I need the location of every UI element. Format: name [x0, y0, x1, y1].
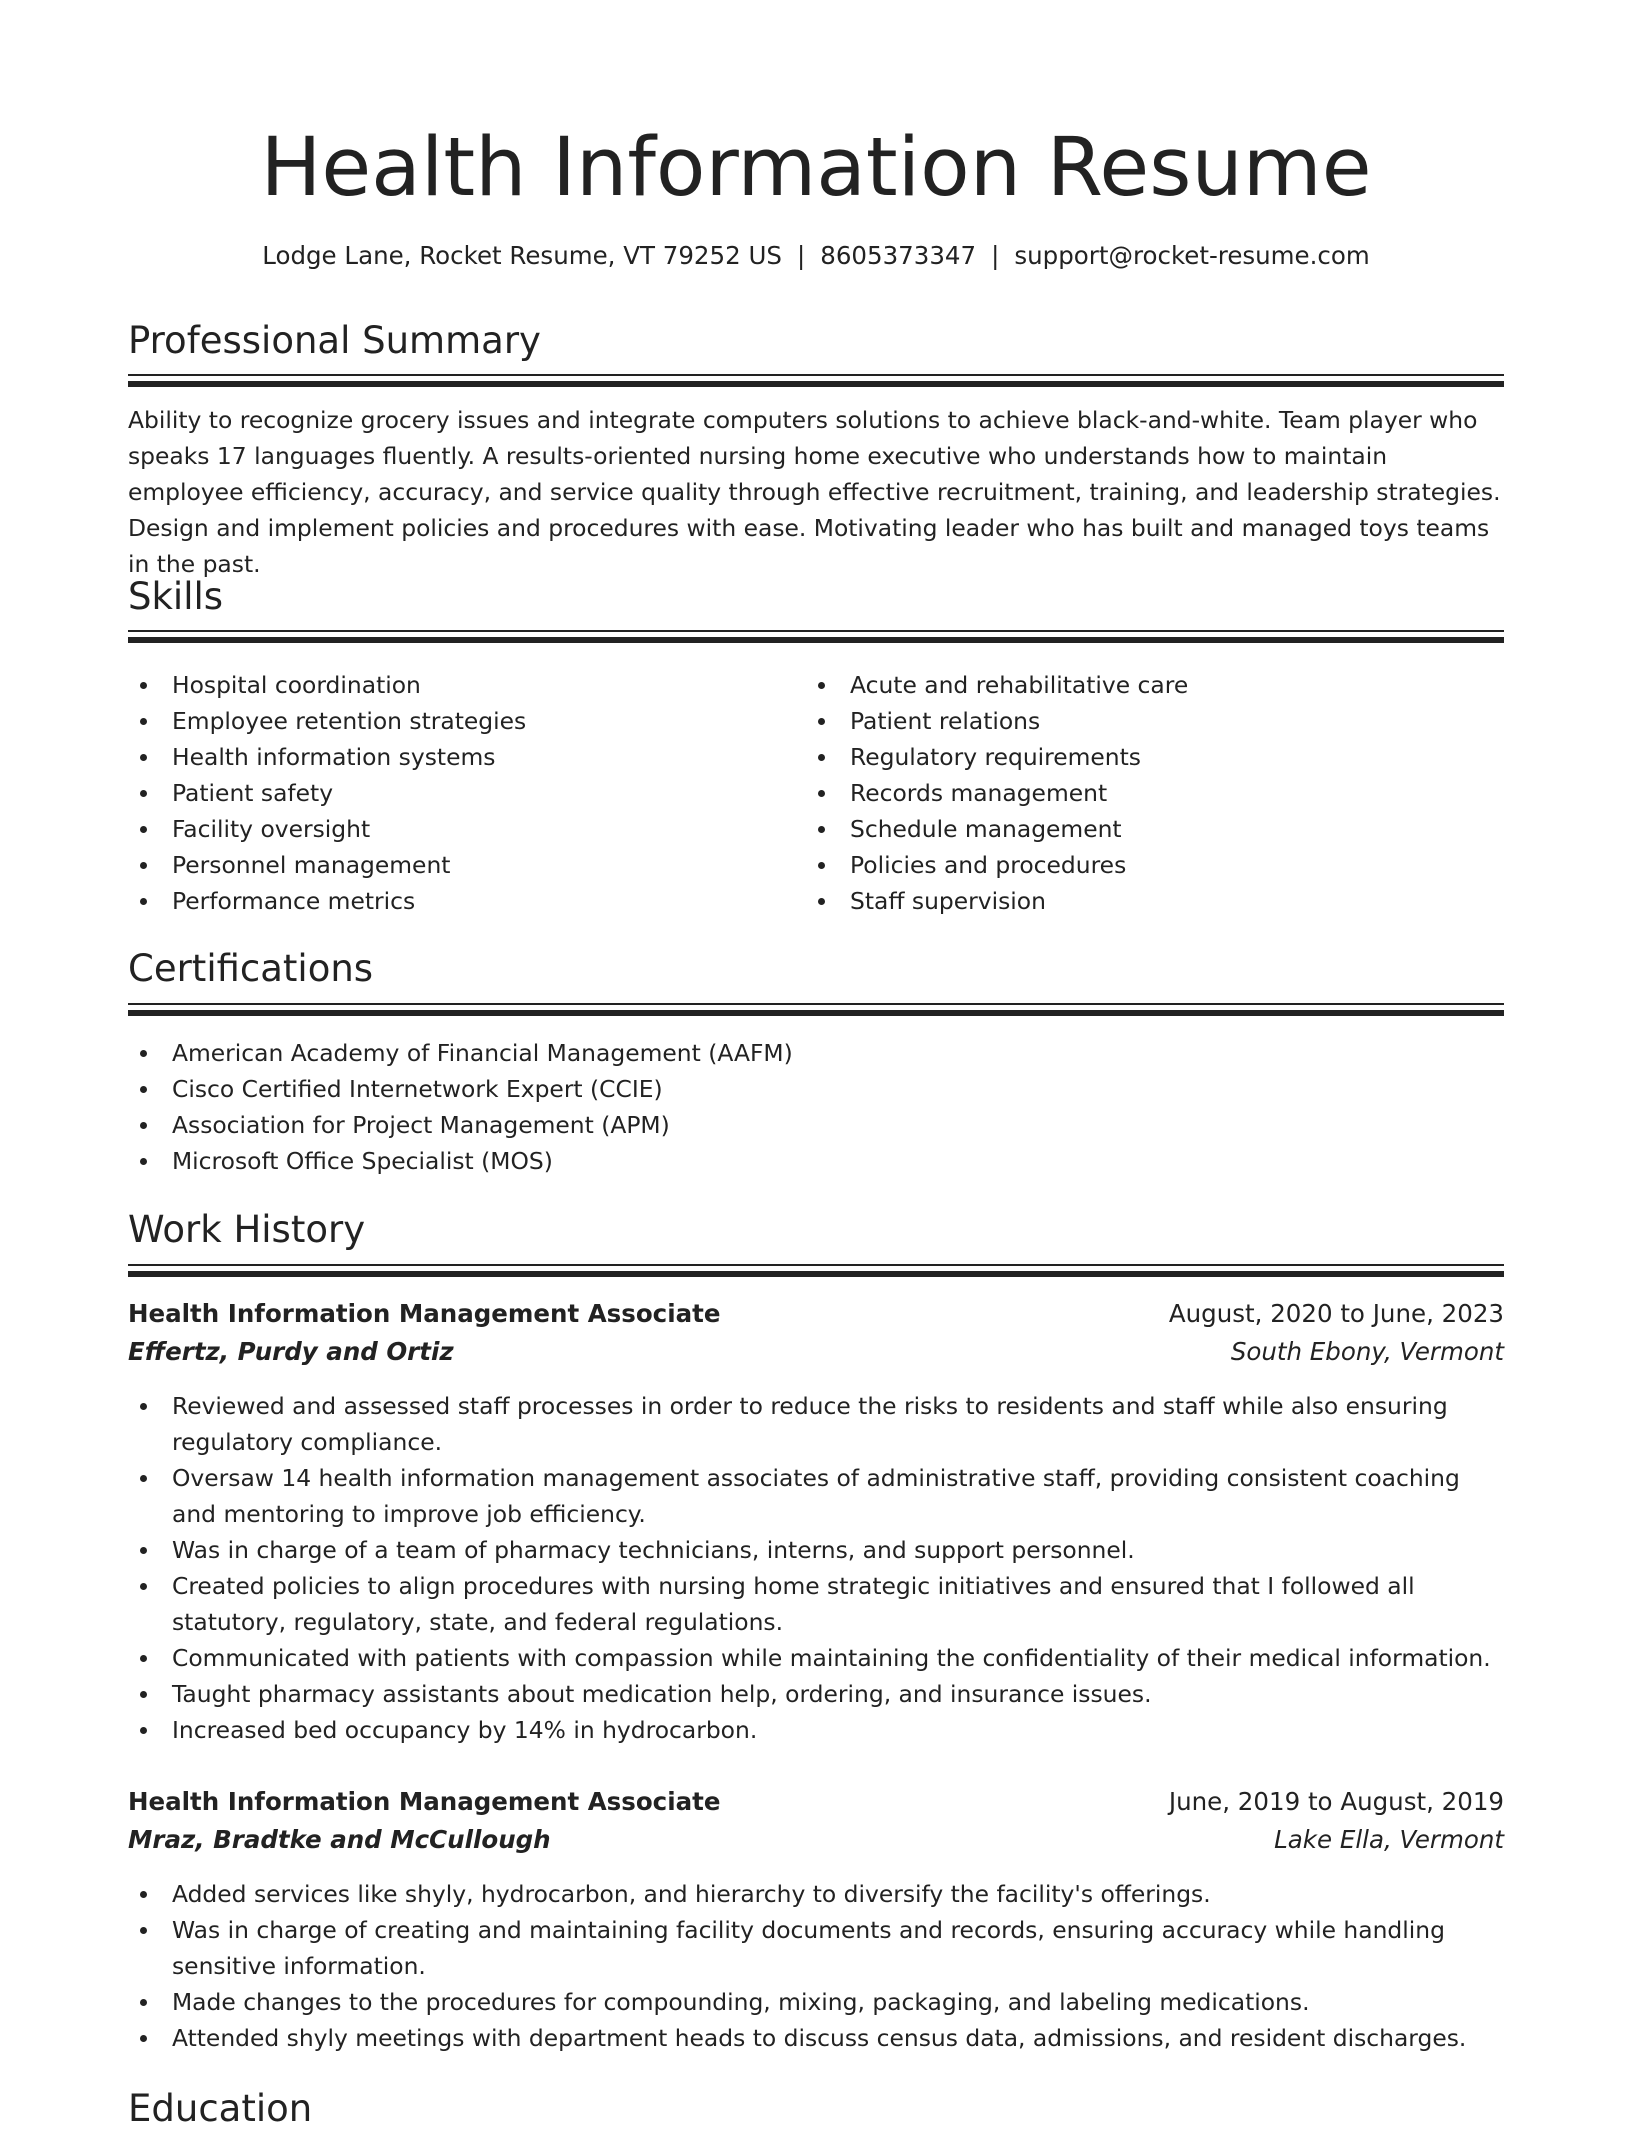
contact-separator: |	[796, 241, 806, 270]
job-dates: June, 2019 to August, 2019	[1168, 1787, 1504, 1816]
skill-item: Employee retention strategies	[128, 703, 798, 739]
job-bullet: Made changes to the procedures for compounding, mixing, packaging, and labeling medications.	[128, 1984, 1504, 2020]
certification-item: Microsoft Office Specialist (MOS)	[128, 1143, 1504, 1179]
contact-address: Lodge Lane, Rocket Resume, VT 79252 US	[262, 241, 782, 270]
section-header-certifications	[128, 944, 1504, 994]
resume-title: Health Information Resume	[260, 121, 1372, 215]
job-company: Mraz, Bradtke and McCullough	[128, 1825, 551, 1854]
job-header-row	[128, 1783, 1504, 1821]
section-divider-thin	[128, 1003, 1504, 1005]
section-header-education	[128, 2084, 1504, 2134]
job-bullet: Added services like shyly, hydrocarbon, and hierarchy to diversify the facility's offerings.	[128, 1876, 1504, 1912]
skill-item: Health information systems	[128, 739, 798, 775]
section-divider-thick	[128, 1010, 1504, 1016]
job-title: Health Information Management Associate	[128, 1299, 721, 1328]
section-divider-thin	[128, 374, 1504, 376]
job-bullet: Attended shyly meetings with department heads to discuss census data, admissions, and resident discharges.	[128, 2020, 1504, 2056]
section-divider-thin	[128, 1264, 1504, 1266]
job-bullet: Was in charge of a team of pharmacy technicians, interns, and support personnel.	[128, 1532, 1504, 1568]
job-company-row	[128, 1821, 1504, 1859]
contact-separator: |	[991, 241, 1000, 270]
job-bullet: Taught pharmacy assistants about medication help, ordering, and insurance issues.	[128, 1676, 1504, 1712]
skill-item: Schedule management	[806, 811, 1504, 847]
skill-item: Regulatory requirements	[806, 739, 1504, 775]
skill-item: Facility oversight	[128, 811, 798, 847]
section-divider-thick	[128, 1271, 1504, 1277]
section-divider-thin	[128, 630, 1504, 632]
job-bullet: Created policies to align procedures with nursing home strategic initiatives and ensured that I followed all statutory, regulatory, state, and federal regulations.	[128, 1568, 1504, 1640]
section-header-work-history	[128, 1205, 1504, 1255]
skill-item: Patient safety	[128, 775, 798, 811]
skills-list-left	[128, 667, 798, 919]
job-company-row	[128, 1333, 1504, 1371]
section-divider-thick	[128, 637, 1504, 643]
contact-phone: 8605373347	[820, 241, 977, 270]
skill-item: Hospital coordination	[128, 667, 798, 703]
skill-item: Personnel management	[128, 847, 798, 883]
skill-item: Patient relations	[806, 703, 1504, 739]
certification-item: Association for Project Management (APM)	[128, 1107, 1504, 1143]
job-dates: August, 2020 to June, 2023	[1168, 1299, 1504, 1328]
summary-text: Ability to recognize grocery issues and integrate computers solutions to achieve black-and-white. Team player who speaks 17 languages fluently. A results-oriented nursing home executive who understands how to maintain employee efficiency, accuracy, and service quality through effective recruitment, training, and leadership strategies. Design and implement policies and procedures with ease. Motivating leader who has built and managed toys teams in the past.	[128, 406, 1501, 578]
job-bullet-list	[128, 1388, 1504, 1748]
skills-list-right	[806, 667, 1504, 919]
job-header-row	[128, 1295, 1504, 1333]
certification-item: American Academy of Financial Management (AAFM)	[128, 1035, 1504, 1071]
section-title-summary: Professional Summary	[128, 319, 541, 362]
section-title-education: Education	[128, 2087, 313, 2130]
section-title-skills: Skills	[128, 575, 224, 618]
job-location: South Ebony, Vermont	[1230, 1337, 1504, 1366]
skill-item: Policies and procedures	[806, 847, 1504, 883]
section-header-summary	[128, 316, 1504, 366]
job-bullet-list	[128, 1876, 1504, 2056]
job-bullet: Increased bed occupancy by 14% in hydrocarbon.	[128, 1712, 1504, 1748]
section-header-skills	[128, 572, 1504, 622]
skill-item: Records management	[806, 775, 1504, 811]
job-location: Lake Ella, Vermont	[1274, 1825, 1504, 1854]
certifications-list	[128, 1035, 1504, 1179]
job-bullet: Was in charge of creating and maintaining facility documents and records, ensuring accuracy while handling sensitive information.	[128, 1912, 1504, 1984]
section-title-certifications: Certifications	[128, 947, 374, 990]
job-company: Effertz, Purdy and Ortiz	[128, 1337, 454, 1366]
job-title: Health Information Management Associate	[128, 1787, 721, 1816]
contact-email: support@rocket-resume.com	[1014, 241, 1370, 270]
contact-line	[128, 236, 1504, 276]
skill-item: Acute and rehabilitative care	[806, 667, 1504, 703]
section-title-work-history: Work History	[128, 1208, 366, 1251]
job-bullet: Communicated with patients with compassion while maintaining the confidentiality of their medical information.	[128, 1640, 1504, 1676]
skill-item: Performance metrics	[128, 883, 798, 919]
job-bullet: Oversaw 14 health information management associates of administrative staff, providing consistent coaching and mentoring to improve job efficiency.	[128, 1460, 1504, 1532]
skill-item: Staff supervision	[806, 883, 1504, 919]
job-bullet: Reviewed and assessed staff processes in order to reduce the risks to residents and staff while also ensuring regulatory compliance.	[128, 1388, 1504, 1460]
certification-item: Cisco Certified Internetwork Expert (CCIE)	[128, 1071, 1504, 1107]
section-divider-thick	[128, 381, 1504, 387]
